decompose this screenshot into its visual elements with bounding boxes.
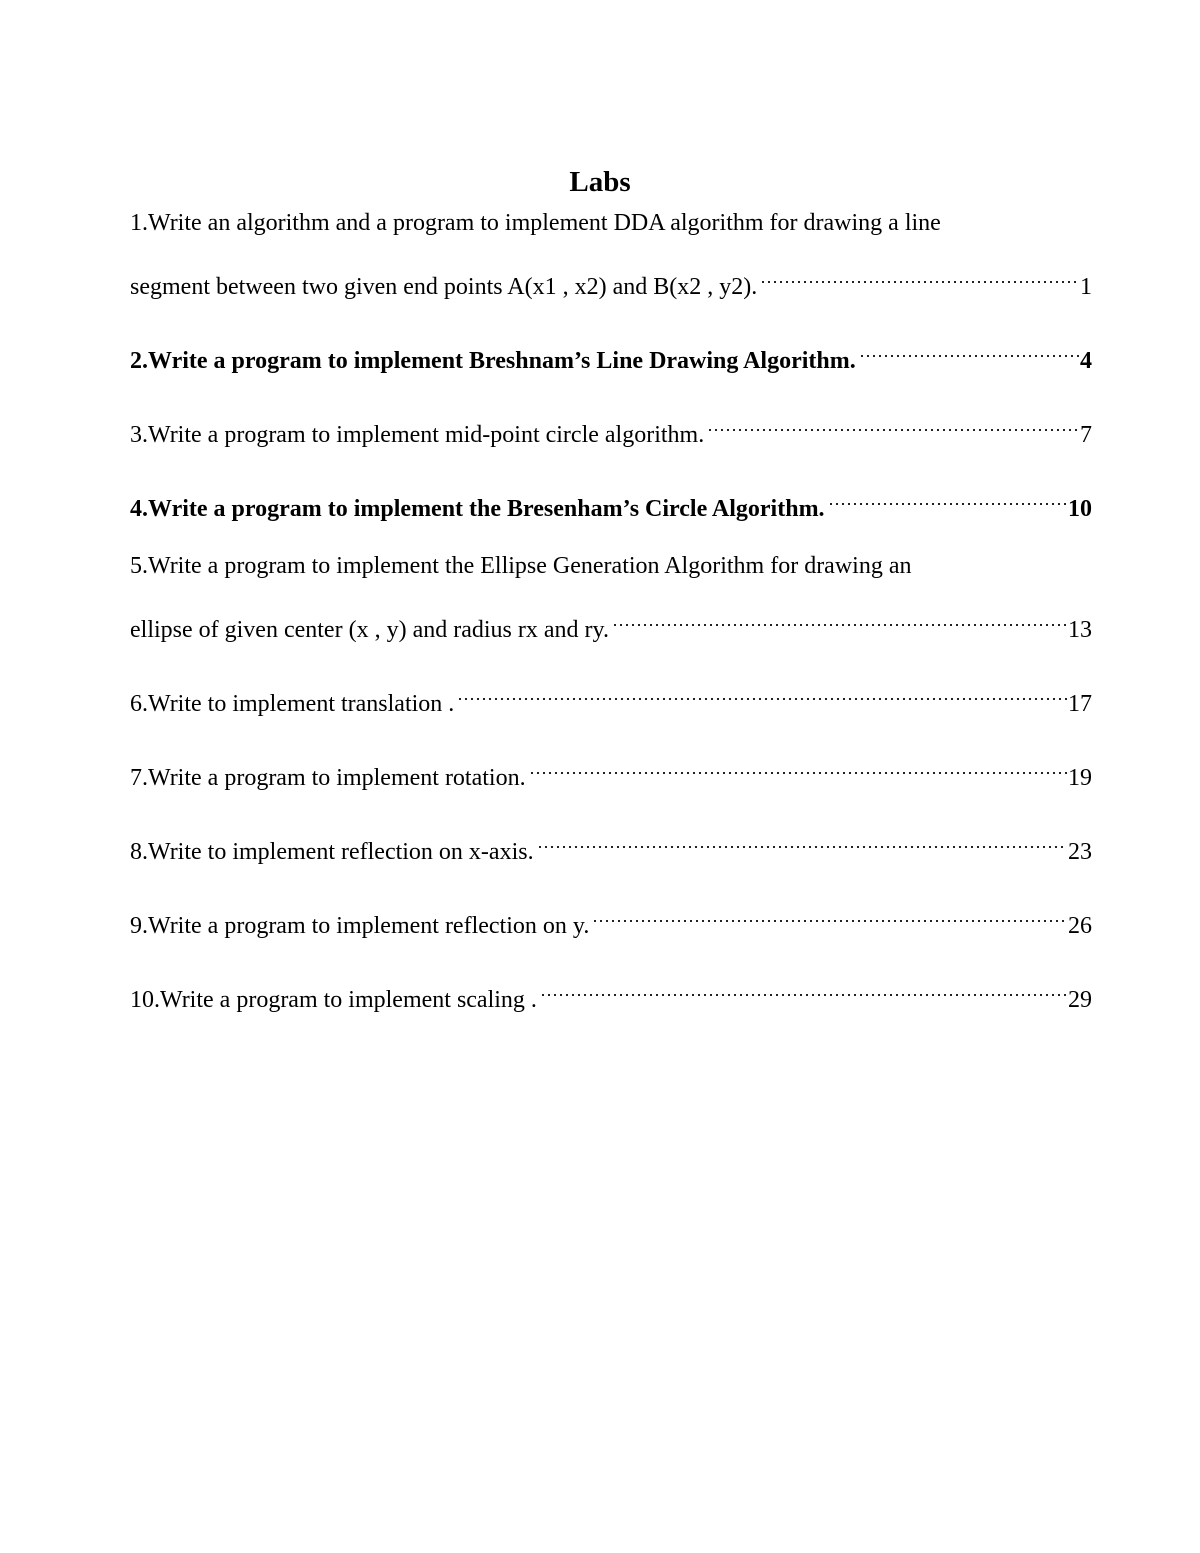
dot-leader — [859, 321, 1079, 368]
toc-entry-line — [130, 738, 1092, 802]
toc-entry-text: 10.Write a program to implement scaling . — [130, 987, 537, 1013]
dot-leader — [592, 886, 1067, 933]
dot-leader — [612, 590, 1067, 637]
toc-page-number: 1 — [1080, 274, 1092, 300]
dot-leader — [529, 738, 1067, 785]
toc-entry-line — [130, 247, 1092, 311]
toc-entry-1 — [130, 200, 1092, 311]
toc-page-number: 7 — [1080, 422, 1092, 448]
toc-entry-text: 7.Write a program to implement rotation. — [130, 765, 526, 791]
toc-entry-6 — [130, 664, 1092, 728]
toc-entry-line — [130, 812, 1092, 876]
toc-page-number: 17 — [1068, 691, 1092, 717]
toc-entry-line — [130, 469, 1092, 533]
toc-page-number: 29 — [1068, 987, 1092, 1013]
page-title: Labs — [569, 166, 631, 198]
toc-entry-line — [130, 664, 1092, 728]
toc-entry-8 — [130, 812, 1092, 876]
dot-leader — [537, 812, 1067, 859]
toc-page-number: 10 — [1068, 496, 1092, 522]
toc-entry-line — [130, 960, 1092, 1024]
toc-entry-text: ellipse of given center (x , y) and radius rx and ry. — [130, 617, 609, 643]
toc-entry-text: 3.Write a program to implement mid-point circle algorithm. — [130, 422, 705, 448]
toc-entry-text: 9.Write a program to implement reflection on y. — [130, 913, 590, 939]
table-of-contents — [130, 200, 1092, 1034]
toc-entry-line — [130, 590, 1092, 654]
toc-entry-text: segment between two given end points A(x1 , x2) and B(x2 , y2). — [130, 274, 758, 300]
toc-entry-9 — [130, 886, 1092, 950]
toc-entry-line — [130, 321, 1092, 385]
toc-entry-7 — [130, 738, 1092, 802]
toc-entry-4 — [130, 469, 1092, 533]
toc-entry-text: 6.Write to implement translation . — [130, 691, 455, 717]
toc-entry-text: 8.Write to implement reflection on x-axis. — [130, 839, 534, 865]
toc-entry-5 — [130, 543, 1092, 654]
dot-leader — [828, 469, 1067, 516]
toc-entry-text: 2.Write a program to implement Breshnam’s Line Drawing Algorithm. — [130, 348, 856, 374]
toc-page-number: 13 — [1068, 617, 1092, 643]
toc-page-number: 19 — [1068, 765, 1092, 791]
dot-leader — [707, 395, 1079, 442]
toc-entry-first-line: 1.Write an algorithm and a program to implement DDA algorithm for drawing a line — [130, 210, 941, 236]
dot-leader — [457, 664, 1067, 711]
toc-entry-10 — [130, 960, 1092, 1024]
toc-entry-first-line: 5.Write a program to implement the Ellipse Generation Algorithm for drawing an — [130, 553, 912, 579]
dot-leader — [540, 960, 1067, 1007]
toc-entry-2 — [130, 321, 1092, 385]
dot-leader — [760, 247, 1079, 294]
toc-page-number: 23 — [1068, 839, 1092, 865]
toc-entry-line — [130, 886, 1092, 950]
toc-page-number: 4 — [1080, 348, 1092, 374]
toc-entry-text: 4.Write a program to implement the Bresenham’s Circle Algorithm. — [130, 496, 825, 522]
toc-entry-3 — [130, 395, 1092, 459]
toc-entry-line — [130, 395, 1092, 459]
toc-page-number: 26 — [1068, 913, 1092, 939]
